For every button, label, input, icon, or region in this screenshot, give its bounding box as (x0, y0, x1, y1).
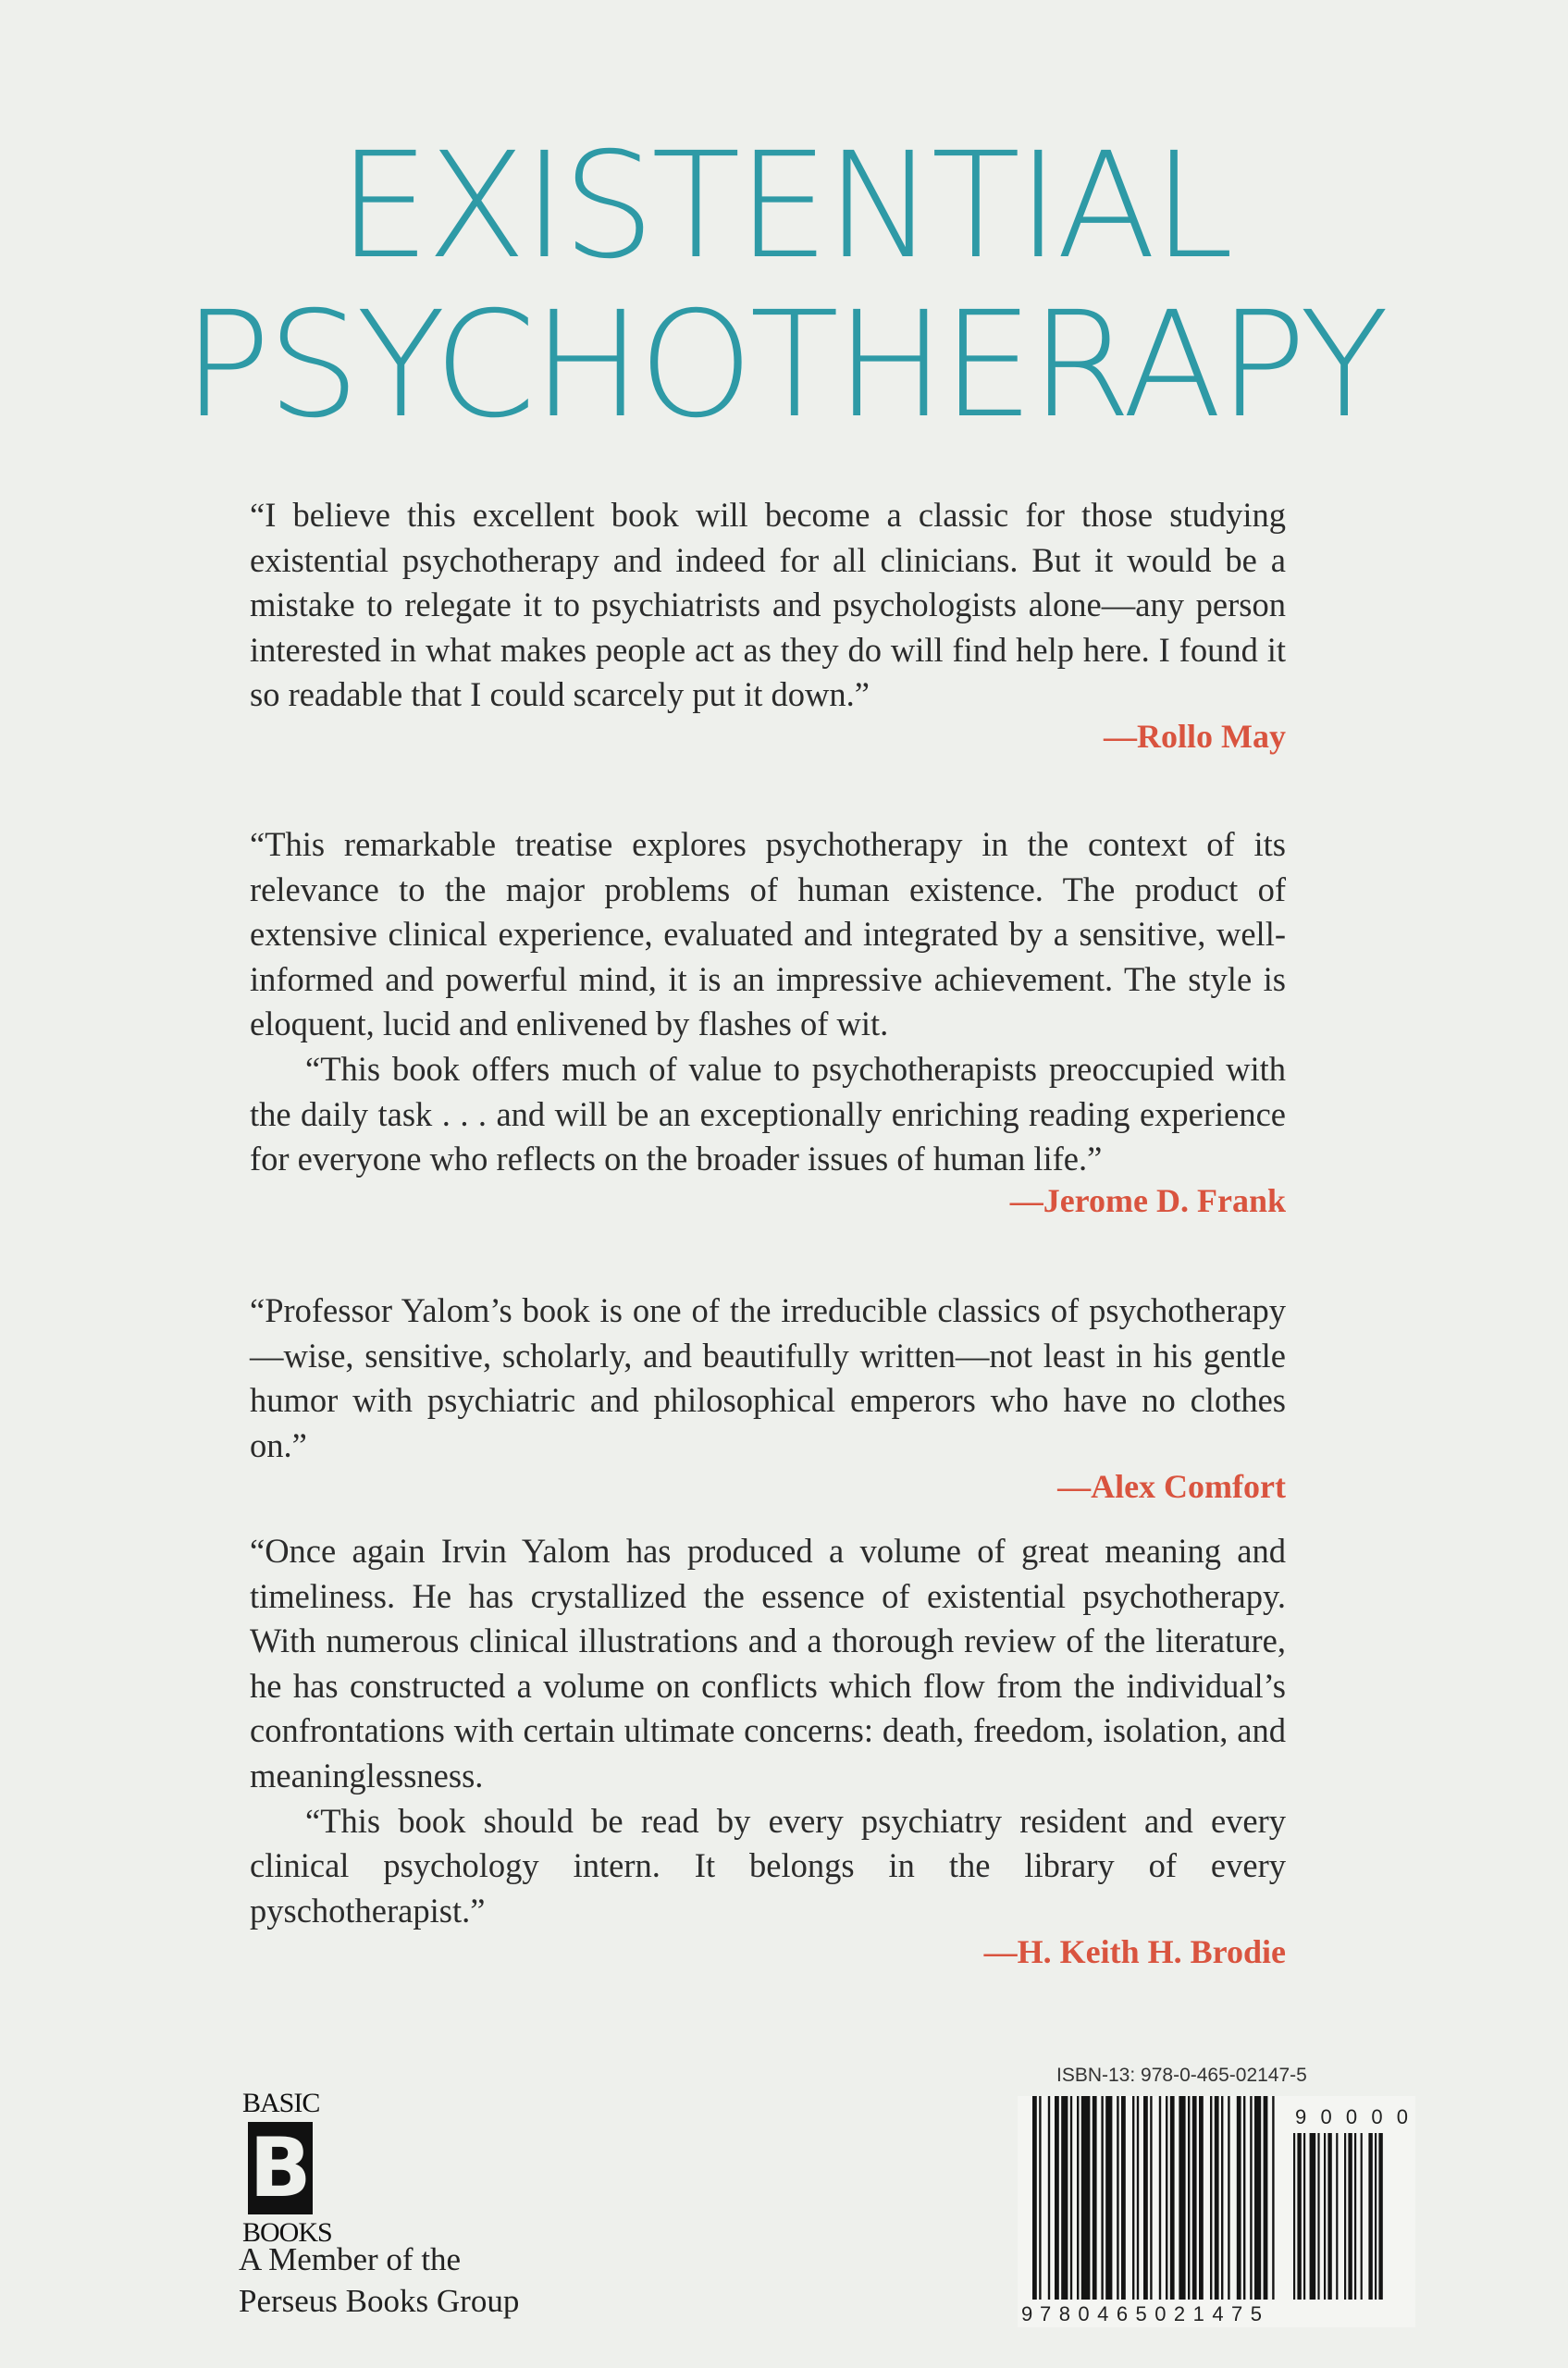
quote-alex-comfort (250, 1289, 1286, 1507)
quote-paragraph: “I believe this excellent book will become a classic for those studying existential psychotherapy and indeed for all clinicians. But it would be a mistake to relegate it to psychiatrists and psychologists alone—any person interested in what makes people act as they do will find help here. I found it so readable that I could scarcely put it down.” (250, 496, 1286, 714)
barcode-addon-bar (1361, 2133, 1363, 2300)
barcode-addon-bar (1368, 2133, 1372, 2300)
quote-rollo-may (250, 493, 1286, 757)
barcode-bar (1215, 2096, 1219, 2300)
barcode-bar (1228, 2096, 1229, 2300)
member-line-1: A Member of the (239, 2241, 462, 2277)
barcode-bar (1192, 2096, 1197, 2300)
barcode-bar (1159, 2096, 1161, 2300)
barcode-bar (1272, 2096, 1274, 2300)
barcode-bar (1039, 2096, 1041, 2300)
publisher-member-text (239, 2238, 519, 2322)
barcode-bar (1150, 2096, 1152, 2300)
quote-attribution: —H. Keith H. Brodie (983, 1933, 1286, 1971)
quote-attribution: —Rollo May (1104, 717, 1286, 755)
quote-paragraph: “This remarkable treatise explores psychotherapy in the context of its relevance to the major problems of human existence. The product of extensive clinical experience, evaluated and integrated by a sensitive, well-informed and powerful mind, it is an impressive achievement. The style is eloquent, lucid and enlivened by flashes of wit. (250, 825, 1286, 1043)
quote-attribution: —Jerome D. Frank (1009, 1181, 1286, 1219)
barcode-bar (1077, 2096, 1079, 2300)
barcode-addon-bar (1378, 2133, 1382, 2300)
publisher-b-icon (248, 2122, 313, 2214)
barcode-main-digits: 780465021475 (1040, 2302, 1262, 2325)
barcode-bar (1093, 2096, 1097, 2300)
barcode-bar (1117, 2096, 1118, 2300)
barcode-bar (1254, 2096, 1261, 2300)
quote-paragraph: “Once again Irvin Yalom has produced a volume of great meaning and timeliness. He has crystallized the essence of existential psychotherapy. With numerous clinical illustrations and a thorough review of the literature, he has constructed a volume on conflicts which flow from the individual’s confrontations with certain ultimate concerns: death, freedom, isolation, and meaninglessness. (250, 1532, 1286, 1794)
publisher-logo-letter: B (249, 2120, 312, 2215)
publisher-logo-top: BASIC (242, 2088, 320, 2118)
barcode-addon-bar (1317, 2133, 1319, 2300)
quote-paragraph: “This book should be read by every psychiatry resident and every clinical psychology intern. It belongs in the library of every pyschotherapist.” (250, 1801, 1286, 1930)
barcode-addon-bar (1336, 2133, 1338, 2300)
barcode-bar (1101, 2096, 1103, 2300)
publisher-logo (242, 2089, 332, 2248)
quote-jerome-frank (250, 822, 1286, 1221)
title-line-2: PSYCHOTHERAPY (182, 280, 1386, 450)
quote-paragraph: “Professor Yalom’s book is one of the irreducible classics of psychotherapy—wise, sensitive, scholarly, and beautifully written—not least in his gentle humor with psychiatric and philosophical emperors who have no clothes on.” (250, 1291, 1286, 1464)
barcode-bar (1166, 2096, 1167, 2300)
barcode-bar (1055, 2096, 1059, 2300)
isbn-label: ISBN-13: 978-0-465-02147-5 (1056, 2065, 1307, 2086)
barcode-bar (1170, 2096, 1175, 2300)
barcode-bar (1264, 2096, 1268, 2300)
barcode-prefix-digit: 9 (1021, 2302, 1033, 2325)
barcode-bar (1070, 2096, 1072, 2300)
publisher-logo-bottom: BOOKS (242, 2217, 332, 2248)
barcode-addon-bar (1344, 2133, 1346, 2300)
barcode-icon (1018, 2096, 1415, 2327)
barcode-bar (1081, 2096, 1091, 2300)
barcode-addon-bar (1297, 2133, 1301, 2300)
barcode-bar (1188, 2096, 1190, 2300)
barcode-addon-bar (1354, 2133, 1356, 2300)
barcode-addon-bar (1310, 2133, 1316, 2300)
quote-paragraph: “This book offers much of value to psychotherapists preoccupied with the daily task . . . and will be an exceptionally enriching reading experience for everyone who reflects on the broader issues of human life.” (250, 1049, 1286, 1178)
barcode-bar (1143, 2096, 1148, 2300)
barcode-bar (1179, 2096, 1185, 2300)
quote-keith-brodie (250, 1529, 1286, 1972)
barcode-bar (1048, 2096, 1050, 2300)
barcode-addon-bar (1348, 2133, 1352, 2300)
barcode-bar (1105, 2096, 1112, 2300)
barcode-bar (1032, 2096, 1037, 2300)
barcode-bar (1137, 2096, 1139, 2300)
barcode-bar (1121, 2096, 1126, 2300)
barcode-addon-bar (1324, 2133, 1326, 2300)
barcode-addon-bar (1375, 2133, 1377, 2300)
barcode-bar (1132, 2096, 1134, 2300)
member-line-2: Perseus Books Group (239, 2283, 520, 2319)
barcode-bar (1221, 2096, 1223, 2300)
barcode-addon-digits: 90000 (1295, 2105, 1408, 2128)
barcode-bar (1237, 2096, 1241, 2300)
barcode-addon-bar (1293, 2133, 1295, 2300)
barcode-bar (1199, 2096, 1204, 2300)
barcode-bar (1061, 2096, 1068, 2300)
barcode-addon-bar (1303, 2133, 1305, 2300)
barcode-addon-bar (1327, 2133, 1331, 2300)
barcode-bar (1210, 2096, 1212, 2300)
title-line-1: EXISTENTIAL (338, 121, 1230, 291)
barcode-bar (1250, 2096, 1252, 2300)
barcode-bar (1243, 2096, 1245, 2300)
quote-attribution: —Alex Comfort (1057, 1468, 1286, 1506)
